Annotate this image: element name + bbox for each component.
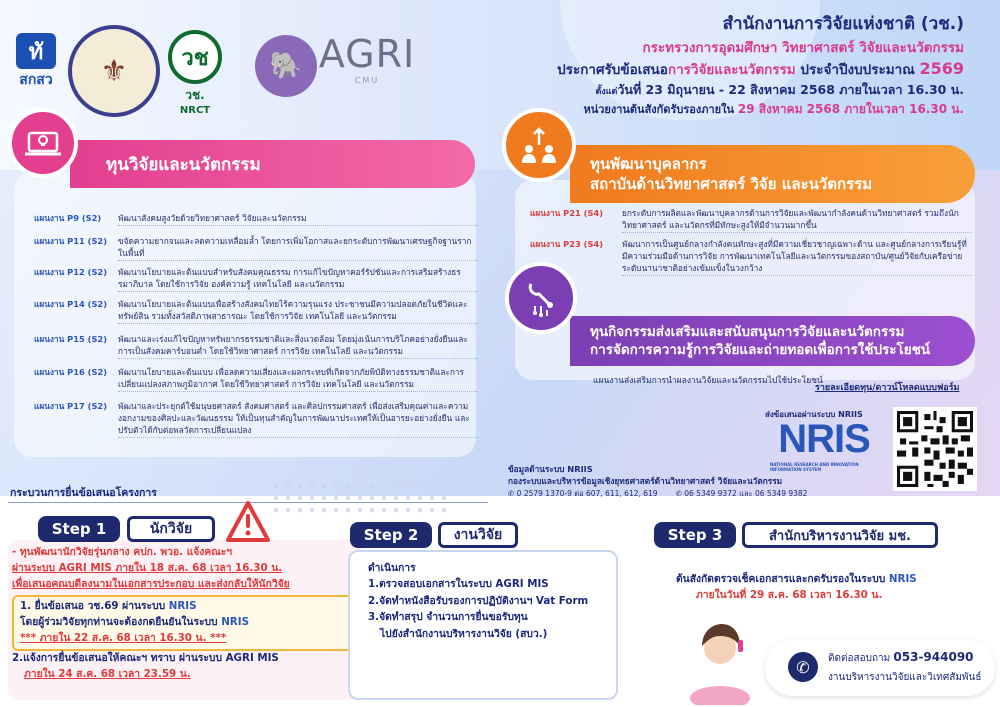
step1-deadline: *** ภายใน 22 ส.ค. 68 เวลา 16.30 น. ***	[20, 631, 227, 644]
girl-phone-illustration	[680, 610, 760, 705]
announcement-highlight: การวิจัยและนวัตกรรม	[667, 62, 796, 78]
announcement-year: 2569	[919, 59, 964, 78]
plan-text: พัฒนานโยบายและต้นแบบเพื่อสร้างสังคมไทยไร้ความรุนแรง ประชาชนมีความปลอดภัยในชีวิตและทรัพย์สิน รวมทั้งสวัสดิภาพสาธารณะ โดยใช้การวิจัย เทคโนโลยี และนวัตกรรม	[118, 298, 478, 324]
people-growth-icon	[502, 108, 576, 182]
plan-code: แผนงาน P9 (S2)	[34, 213, 102, 223]
plan-code: แผนงาน P14 (S2)	[34, 299, 107, 309]
contact-label: ติดต่อสอบถาม	[828, 653, 894, 664]
agri-logo-sub: CMU	[354, 75, 380, 85]
step1-item1	[12, 595, 362, 651]
step1-line3: เพื่อเสนอคณบดีลงนามในเอกสารประกอบ และส่งกลับให้นักวิจัย	[12, 577, 290, 590]
step1-item2a: 2.แจ้งการยื่นข้อเสนอให้คณะฯ ทราบ ผ่านระบบ AGRI MIS	[12, 651, 279, 664]
announcement-mid: ประจำปีงบประมาณ	[795, 62, 920, 78]
step3-tag: สำนักบริหารงานวิจัย มช.	[742, 522, 938, 548]
promotion-title-2: การจัดการความรู้การวิจัยและถ่ายทอดเพื่อการใช้ประโยชน์	[590, 342, 931, 358]
plan-text: ขจัดความยากจนและลดความเหลื่อมล้ำ โดยการเพิ่มโอกาสและยกระดับการพัฒนาเศรษฐกิจฐานรากในพื้นที่	[118, 235, 478, 261]
contact-line-1: ข้อมูลด้านระบบ NRIIS	[508, 464, 593, 474]
dot-pattern	[270, 480, 450, 520]
step3-nris: NRIS	[888, 573, 917, 585]
promotion-title-1: ทุนกิจกรรมส่งเสริมและสนับสนุนการวิจัยและนวัตกรรม	[590, 323, 905, 340]
step2-label: Step 2	[350, 522, 432, 548]
step2-heading: ดำเนินการ	[368, 562, 416, 574]
phone-icon: ✆	[788, 652, 818, 682]
plan-code: แผนงาน P16 (S2)	[34, 367, 107, 377]
step3-label: Step 3	[654, 522, 736, 548]
plan-text: พัฒนาและเร่งแก้ไขปัญหาทรัพยากรธรรมชาติและสิ่งแวดล้อม โดยมุ่งเน้นการบริโภคอย่างยั่งยืนและการเป็นสังคมคาร์บอนต่ำ โดยใช้วิทยาศาสตร์ การวิจัย เทคโนโลยี และนวัตกรรม	[118, 333, 478, 359]
unit-deadline	[583, 100, 964, 119]
wrench-network-icon	[505, 262, 577, 334]
personnel-fund-title-1: ทุนพัฒนาบุคลากร	[590, 154, 707, 173]
period-prefix: ตั้งแต่	[595, 87, 618, 97]
step2-item3a: 3.จัดทำสรุป จำนวนการยื่นขอรับทุน	[368, 611, 528, 624]
nrct-emblem-logo: ⚜	[68, 25, 160, 117]
plan-item	[34, 298, 474, 338]
step3-content	[676, 572, 976, 604]
personnel-fund-title-2: สถาบันด้านวิทยาศาสตร์ วิจัย และนวัตกรรม	[590, 175, 873, 193]
step1-tag: นักวิจัย	[127, 516, 215, 542]
announcement-prefix: ประกาศรับข้อเสนอ	[557, 62, 668, 78]
plan-text: พัฒนาการเป็นศูนย์กลางกำลังคนทักษะสูงที่มีความเชี่ยวชาญเฉพาะด้าน และศูนย์กลางการเรียนรู้ที่มีความร่วมมือด้านการวิจัย การพัฒนาเทคโนโลยีและนวัตกรรมของสถาบัน/ศูนย์วิจัยกับเครือข่ายระดับนานาชาติอย่างเข้มแข็งในวงกว้าง	[622, 238, 972, 276]
nriis-contact	[508, 463, 807, 499]
plan-code: แผนงาน P17 (S2)	[34, 401, 107, 411]
plan-code: แผนงาน P12 (S2)	[34, 267, 107, 277]
unit-prefix: หน่วยงานต้นสังกัดรับรองภายใน	[583, 103, 738, 116]
submission-period	[596, 80, 965, 100]
tsri-logo-mark: ทั	[16, 33, 56, 69]
step2-content	[368, 560, 618, 642]
step3-deadline: ภายในวันที่ 29 ส.ค. 68 เวลา 16.30 น.	[696, 588, 883, 601]
plan-item	[34, 400, 474, 440]
research-fund-title: ทุนวิจัยและนวัตกรรม	[106, 154, 261, 175]
step2-tag: งานวิจัย	[438, 522, 518, 548]
laptop-bulb-icon	[8, 108, 78, 178]
tsri-logo-text: สกสว	[19, 72, 53, 88]
plan-code: แผนงาน P15 (S2)	[34, 334, 107, 344]
step1-item1a: 1. ยื่นข้อเสนอ วช.69 ผ่านระบบ	[20, 599, 169, 612]
step1-item2b: ภายใน 24 ส.ค. 68 เวลา 23.59 น.	[24, 667, 191, 680]
cmu-elephant-logo: 🐘	[255, 35, 317, 97]
announcement	[557, 58, 964, 80]
tsri-logo	[8, 30, 64, 94]
qr-code[interactable]	[893, 407, 977, 491]
step3-line1: ต้นสังกัดตรวจเช็คเอกสารและกดรับรองในระบบ	[676, 573, 889, 585]
promotion-fund-banner	[570, 316, 975, 366]
plan-text: พัฒนาและประยุกต์ใช้มนุษยศาสตร์ สังคมศาสตร์ และศิลปกรรมศาสตร์ เพื่อส่งเสริมคุณค่าและความงอกงามของศิลปะและวัฒนธรรม ให้เป็นทุนสำคัญในการพัฒนาประเทศให้เป็นอารยะอย่างยั่งยืน และปรับตัวได้กับต่อพลวัตการเปลี่ยนแปลง	[118, 400, 478, 438]
step2-item3b: ไปยังสำนักงานบริหารงานวิจัย (สบว.)	[380, 627, 548, 640]
step1-line1: - ทุนพัฒนานักวิจัยรุ่นกลาง คปก. พวอ. แจ้งคณะฯ	[12, 546, 233, 558]
detail-download-link[interactable]: รายละเอียดทุน/ดาวน์โหลดแบบฟอร์ม	[815, 383, 960, 393]
step1-item1b-nris: NRIS	[221, 615, 249, 628]
nrct-logo-circle: วช	[168, 30, 222, 84]
research-fund-banner	[70, 140, 475, 188]
ministry-title: กระทรวงการอุดมศึกษา วิทยาศาสตร์ วิจัยและนวัตกรรม	[642, 40, 964, 56]
promotion-text: แผนงานส่งเสริมการนำผลงานวิจัยและนวัตกรรมไปใช้ประโยชน์	[593, 376, 823, 386]
contact-unit: งานบริหารงานวิจัยและวิเทศสัมพันธ์	[828, 672, 982, 683]
warning-icon	[225, 500, 271, 544]
qr-code-icon	[897, 411, 973, 487]
step1-content	[12, 545, 362, 683]
nriss-label: ส่งข้อเสนอผ่านระบบ NRIIS	[765, 410, 863, 419]
plan-text: ยกระดับการผลิตและพัฒนาบุคลากรด้านการวิจัยและพัฒนากำลังคนด้านวิทยาศาสตร์ รวมถึงนักวิทยาศาสตร์ และนวัตกรที่มีทักษะสูงให้มีจำนวนมากขึ้น	[622, 207, 972, 233]
plan-text: พัฒนาสังคมสูงวัยด้วยวิทยาศาสตร์ วิจัยและนวัตกรรม	[118, 212, 478, 226]
plan-code: แผนงาน P23 (S4)	[530, 239, 603, 249]
step1-line2: ผ่านระบบ AGRI MIS ภายใน 18 ส.ค. 68 เวลา 16.30 น.	[12, 561, 283, 574]
step1-label: Step 1	[38, 516, 120, 542]
nris-logo-text: NRIS	[778, 416, 870, 461]
contact-number[interactable]: 053-944090	[893, 650, 974, 664]
plan-text: พัฒนานโยบายและต้นแบบ เพื่อลดความเสี่ยงและผลกระทบที่เกิดจากภัยพิบัติทางธรรมชาติและการเปลี่ยนแปลงสภาพภูมิอากาศ โดยใช้วิทยาศาสตร์ การวิจัย เทคโนโลยี และนวัตกรรม	[118, 366, 478, 392]
period-text: วันที่ 23 มิถุนายน - 22 สิงหาคม 2568 ภายในเวลา 16.30 น.	[617, 82, 964, 97]
step1-item1b: โดยผู้ร่วมวิจัยทุกท่านจะต้องกดยืนยันในระบบ	[20, 615, 222, 628]
agri-logo-text: AGRI	[318, 31, 416, 76]
nrct-logo-en: NRCT	[179, 105, 211, 116]
unit-date: 29 สิงหาคม 2568 ภายในเวลา 16.30 น.	[737, 102, 964, 116]
plan-item	[530, 238, 975, 278]
contact-phone-1: ✆ 0 2579 1370-9 ต่อ 607, 611, 612, 619	[508, 488, 658, 498]
nrct-logo	[165, 28, 225, 118]
nris-logo-sub: NATIONAL RESEARCH AND INNOVATION INFORMATION SYSTEM	[770, 461, 859, 472]
page-title: สำนักงานการวิจัยแห่งชาติ (วช.)	[722, 14, 964, 34]
plan-text: พัฒนานโยบายและต้นแบบสำหรับสังคมคุณธรรม การแก้ไขปัญหาคอร์รัปชันและการเสริมสร้างธรรมาภิบาล โดยใช้การวิจัย องค์ความรู้ เทคโนโลยี และนวัตกรรม	[118, 266, 478, 292]
plan-code: แผนงาน P21 (S4)	[530, 208, 603, 218]
agri-cmu-logo	[318, 28, 416, 88]
personnel-fund-banner	[570, 145, 975, 203]
step2-item2: 2.จัดทำหนังสือรับรองการปฏิบัติงานฯ Vat Form	[368, 594, 589, 607]
contact-card-text	[828, 650, 981, 685]
plan-code: แผนงาน P11 (S2)	[34, 236, 107, 246]
nrct-logo-short: วช.	[185, 88, 205, 102]
process-title: กระบวนการยื่นข้อเสนอโครงการ	[10, 487, 157, 499]
contact-line-2: กองระบบและบริหารข้อมูลเชิงยุทธศาสตร์ด้านวิทยาศาสตร์ วิจัยและนวัตกรรม	[508, 476, 783, 487]
step1-item1-nris: NRIS	[168, 599, 197, 612]
step2-item1: 1.ตรวจสอบเอกสารในระบบ AGRI MIS	[368, 578, 549, 591]
contact-phone-2: ✆ 06 5349 9372 และ 06 5349 9382	[675, 488, 808, 498]
